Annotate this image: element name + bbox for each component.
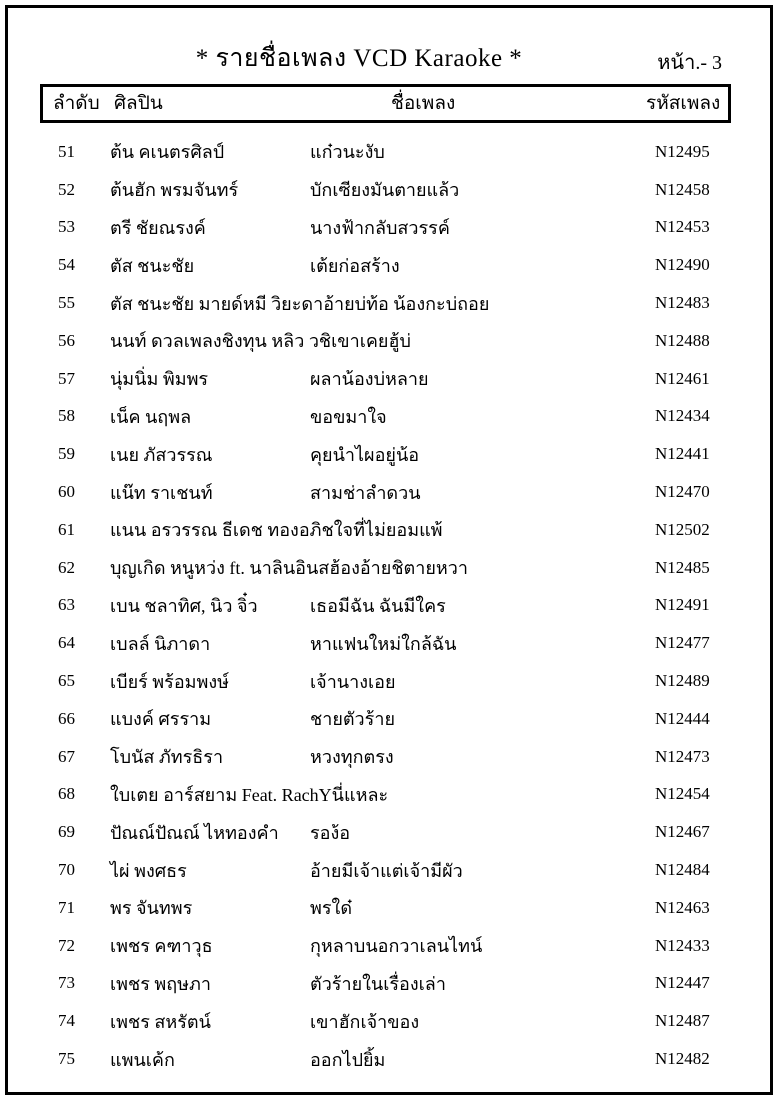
song-code: N12467 <box>655 822 710 842</box>
table-row <box>8 133 770 171</box>
artist-name: โบนัส ภัทรธิรา <box>110 747 224 768</box>
song-title: ชายตัวร้าย <box>310 709 395 730</box>
song-title: ฮ้องอ้ายชิตายหวา <box>329 558 468 579</box>
artist-name: นุ่มนิ่ม พิมพร <box>110 369 209 390</box>
song-code: N12484 <box>655 860 710 880</box>
artist-name: แบงค์ ศรราม <box>110 709 212 730</box>
song-code: N12485 <box>655 557 710 577</box>
artist-name: เนย ภัสวรรณ <box>110 444 213 465</box>
song-code: N12477 <box>655 633 710 653</box>
artist-name: นนท์ ดวลเพลงชิงทุน หลิว วชิ <box>110 331 332 352</box>
artist-name: เพชร สหรัตน์ <box>110 1011 211 1032</box>
song-code: N12453 <box>655 217 710 237</box>
table-row <box>8 549 770 587</box>
table-row <box>8 435 770 473</box>
column-header-artist: ศิลปิน <box>114 93 163 114</box>
artist-name: ไผ่ พงศธร <box>110 860 187 881</box>
table-row <box>8 813 770 851</box>
row-number: 52 <box>58 179 75 199</box>
song-code: N12482 <box>655 1049 710 1069</box>
song-code: N12488 <box>655 330 710 350</box>
song-title: ตัวร้ายในเรื่องเล่า <box>310 973 446 994</box>
song-code: N12447 <box>655 973 710 993</box>
song-code: N12444 <box>655 708 710 728</box>
column-header-code: รหัสเพลง <box>646 93 721 114</box>
row-number: 61 <box>58 519 75 539</box>
song-title: กุหลาบนอกวาเลนไทน์ <box>310 936 483 957</box>
row-number: 59 <box>58 444 75 464</box>
table-row <box>8 284 770 322</box>
table-row <box>8 889 770 927</box>
row-number: 72 <box>58 935 75 955</box>
artist-name: ปัณณ์ปัณณ์ ไหทองคำ <box>110 822 279 843</box>
song-code: N12502 <box>655 519 710 539</box>
row-number: 55 <box>58 293 75 313</box>
table-row <box>8 322 770 360</box>
song-title: สามช่าลำดวน <box>310 482 421 503</box>
song-title: ผลาน้องบ่หลาย <box>310 369 429 390</box>
row-number: 64 <box>58 633 75 653</box>
row-number: 63 <box>58 595 75 615</box>
table-row <box>8 624 770 662</box>
song-title: รอง้อ <box>310 822 351 843</box>
song-title: แก๋วนะงับ <box>310 142 385 163</box>
song-code: N12461 <box>655 368 710 388</box>
row-number: 71 <box>58 897 75 917</box>
artist-name: แน๊ท ราเชนท์ <box>110 482 213 503</box>
artist-name: เบน ชลาทิศ, นิว จิ๋ว <box>110 595 258 616</box>
table-row <box>8 776 770 814</box>
table-row <box>8 398 770 436</box>
artist-name: แนน อรวรรณ ธีเดช ทองอภิช <box>110 520 334 541</box>
table-row <box>8 1002 770 1040</box>
song-title: บักเซียงมันตายแล้ว <box>310 180 460 201</box>
artist-name: ตรี ชัยณรงค์ <box>110 217 206 238</box>
song-code: N12463 <box>655 897 710 917</box>
row-number: 62 <box>58 557 75 577</box>
table-row <box>8 511 770 549</box>
row-number: 51 <box>58 141 75 161</box>
row-number: 53 <box>58 217 75 237</box>
song-code: N12490 <box>655 255 710 275</box>
artist-name: เบลล์ นิภาดา <box>110 633 211 654</box>
song-code: N12433 <box>655 935 710 955</box>
row-number: 70 <box>58 860 75 880</box>
song-title: นี่แหละ <box>331 784 389 805</box>
table-row <box>8 738 770 776</box>
table-row <box>8 662 770 700</box>
song-title: ใจที่ไม่ยอมแพ้ <box>333 520 443 541</box>
artist-name: เพชร คฑาวุธ <box>110 936 213 957</box>
song-title: เต้ยก่อสร้าง <box>310 255 400 276</box>
song-code: N12473 <box>655 746 710 766</box>
row-number: 75 <box>58 1049 75 1069</box>
row-number: 67 <box>58 746 75 766</box>
artist-name: ใบเตย อาร์สยาม Feat. RachY <box>110 784 332 805</box>
song-title: เขาฮักเจ้าของ <box>310 1011 420 1032</box>
table-row <box>8 587 770 625</box>
row-number: 57 <box>58 368 75 388</box>
artist-name: เพชร พฤษภา <box>110 973 212 994</box>
song-title: เขาเคยฮู้บ่ <box>331 331 411 352</box>
row-number: 73 <box>58 973 75 993</box>
song-title: เธอมีฉัน ฉันมีใคร <box>310 595 446 616</box>
table-row <box>8 851 770 889</box>
song-code: N12441 <box>655 444 710 464</box>
artist-name: พร จันทพร <box>110 898 193 919</box>
row-number: 74 <box>58 1011 75 1031</box>
song-title: หวงทุกตรง <box>310 747 394 768</box>
song-code: N12487 <box>655 1011 710 1031</box>
page-number-label: หน้า.- 3 <box>657 52 722 74</box>
song-title: หาแฟนใหม่ใกล้ฉัน <box>310 633 457 654</box>
table-row <box>8 700 770 738</box>
song-title: คุยนำไผอยู่น้อ <box>310 444 420 465</box>
table-header <box>40 84 731 123</box>
song-code: N12483 <box>655 293 710 313</box>
document-page <box>5 5 773 1095</box>
song-title: ออกไปยิ้ม <box>310 1049 386 1070</box>
column-header-song: ชื่อเพลง <box>391 93 456 114</box>
song-code: N12470 <box>655 482 710 502</box>
artist-name: เบียร์ พร้อมพงษ์ <box>110 671 230 692</box>
row-number: 66 <box>58 708 75 728</box>
table-body <box>8 133 770 1078</box>
table-row <box>8 1040 770 1078</box>
table-row <box>8 246 770 284</box>
table-row <box>8 965 770 1003</box>
artist-name: ต้น คเนตรศิลป์ <box>110 142 225 163</box>
table-row <box>8 171 770 209</box>
song-code: N12489 <box>655 671 710 691</box>
song-code: N12458 <box>655 179 710 199</box>
song-title: อ้ายมีเจ้าแต่เจ้ามีผัว <box>310 860 463 881</box>
row-number: 68 <box>58 784 75 804</box>
artist-name: เน็ค นฤพล <box>110 406 192 427</box>
table-row <box>8 927 770 965</box>
row-number: 58 <box>58 406 75 426</box>
song-title: พรใด๋ <box>310 898 353 919</box>
row-number: 60 <box>58 482 75 502</box>
row-number: 65 <box>58 671 75 691</box>
artist-name: ต้นฮัก พรมจันทร์ <box>110 180 239 201</box>
table-row <box>8 360 770 398</box>
table-row <box>8 473 770 511</box>
artist-name: บุญเกิด หนูหว่ง ft. นาลินอินส <box>110 558 330 579</box>
row-number: 56 <box>58 330 75 350</box>
song-code: N12454 <box>655 784 710 804</box>
song-title: ขอขมาใจ <box>310 406 387 427</box>
song-code: N12434 <box>655 406 710 426</box>
song-title: อ้ายบ่ท้อ น้องกะบ่ถอย <box>323 293 490 314</box>
song-code: N12491 <box>655 595 710 615</box>
artist-name: ตัส ชนะชัย <box>110 255 195 276</box>
artist-name: ตัส ชนะชัย มายด์หมี วิยะดา <box>110 293 324 314</box>
artist-name: แพนเค้ก <box>110 1049 175 1070</box>
column-header-number: ลำดับ <box>53 93 100 114</box>
song-title: เจ้านางเอย <box>310 671 396 692</box>
row-number: 54 <box>58 255 75 275</box>
page-title: * รายชื่อเพลง VCD Karaoke * <box>195 45 523 72</box>
song-code: N12495 <box>655 141 710 161</box>
song-title: นางฟ้ากลับสวรรค์ <box>310 217 450 238</box>
row-number: 69 <box>58 822 75 842</box>
table-row <box>8 209 770 247</box>
